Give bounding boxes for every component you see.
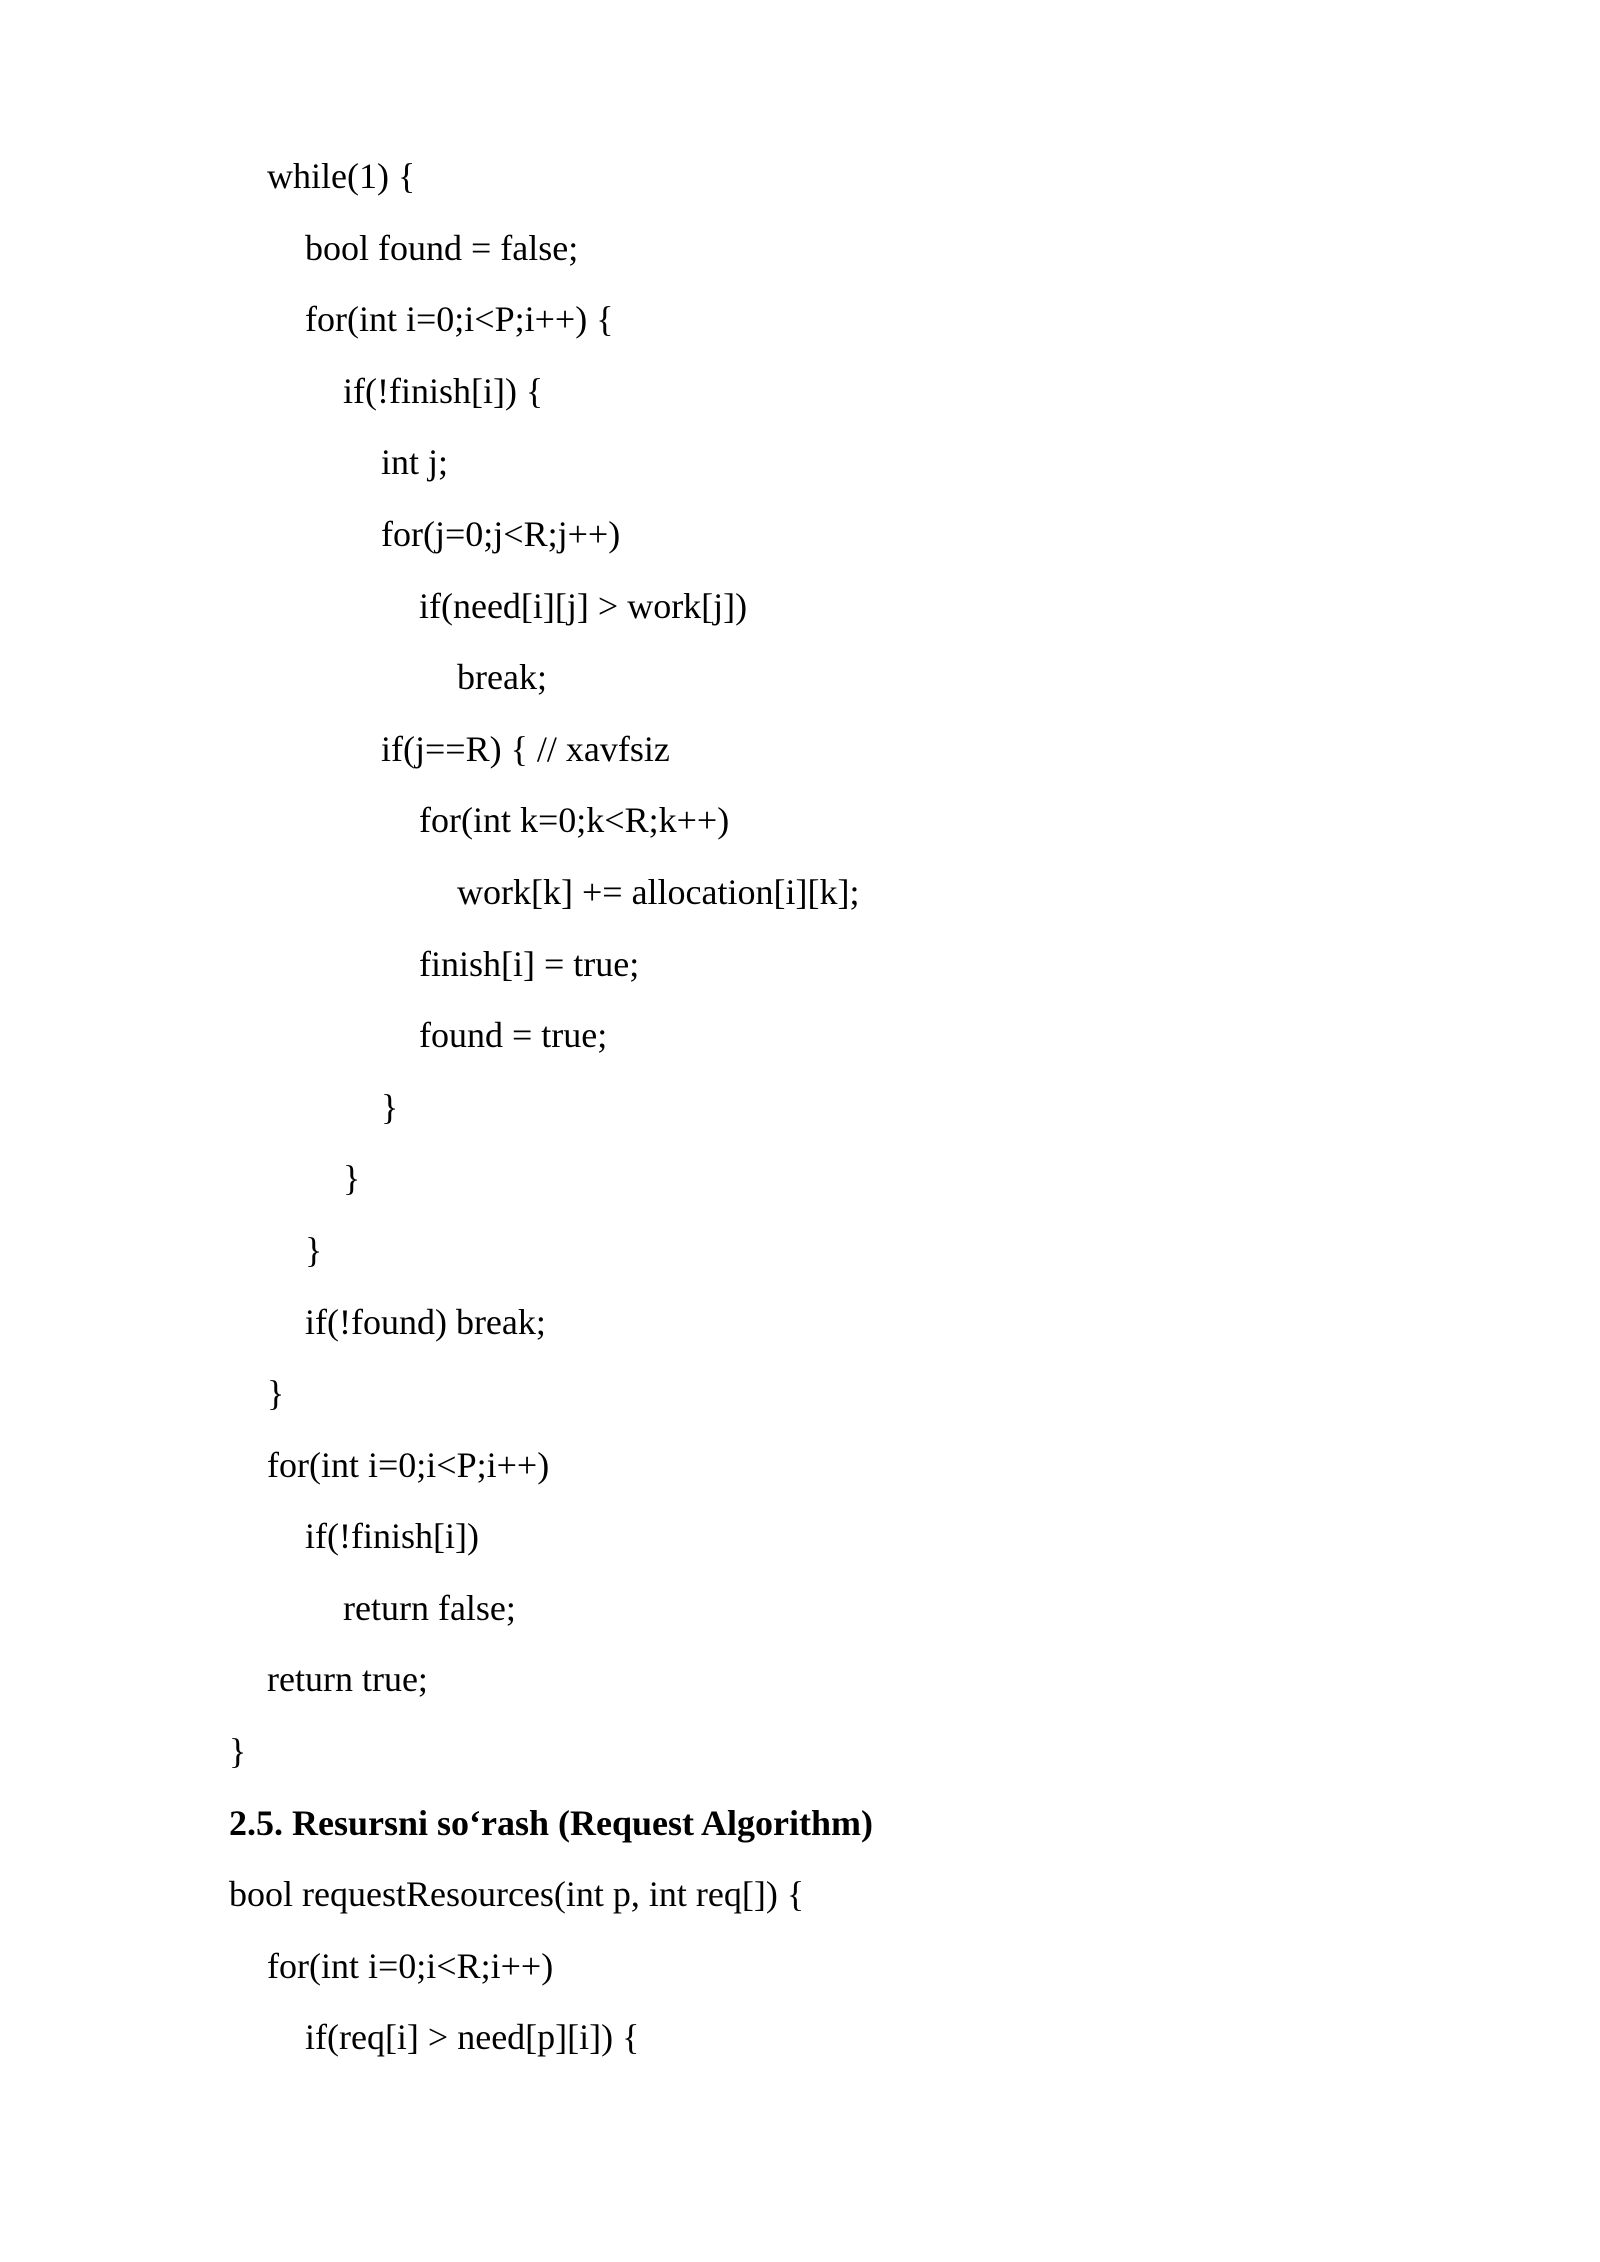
code-line: for(int i=0;i<R;i++): [267, 1945, 554, 1986]
code-line: int j;: [381, 442, 449, 483]
code-line: for(j=0;j<R;j++): [381, 513, 621, 554]
code-line: return true;: [267, 1659, 428, 1700]
code-line: if(!finish[i]): [305, 1516, 479, 1557]
code-line: if(!finish[i]) {: [343, 370, 544, 411]
code-line: }: [343, 1158, 361, 1199]
code-line: if(!found) break;: [305, 1301, 546, 1342]
code-line: }: [267, 1373, 285, 1414]
code-line: }: [229, 1731, 247, 1772]
code-line: for(int i=0;i<P;i++): [267, 1444, 550, 1485]
code-line: for(int k=0;k<R;k++): [419, 800, 730, 841]
code-line: finish[i] = true;: [419, 943, 640, 984]
section-heading: 2.5. Resursni so‘rash (Request Algorithm): [229, 1802, 873, 1843]
code-line: }: [305, 1229, 323, 1270]
code-line: work[k] += allocation[i][k];: [457, 871, 860, 912]
page-content: [229, 148, 1449, 2081]
code-line: for(int i=0;i<P;i++) {: [305, 299, 614, 340]
code-line: }: [381, 1086, 399, 1127]
code-line: found = true;: [419, 1015, 608, 1056]
code-line: return false;: [343, 1587, 516, 1628]
code-line: bool requestResources(int p, int req[]) {: [229, 1874, 805, 1915]
code-line: break;: [457, 657, 547, 698]
code-line: if(req[i] > need[p][i]) {: [305, 2017, 640, 2058]
code-line: if(j==R) { // xavfsiz: [381, 728, 670, 769]
code-line: if(need[i][j] > work[j]): [419, 585, 748, 626]
code-line: bool found = false;: [305, 227, 579, 268]
code-line: while(1) {: [267, 156, 416, 196]
